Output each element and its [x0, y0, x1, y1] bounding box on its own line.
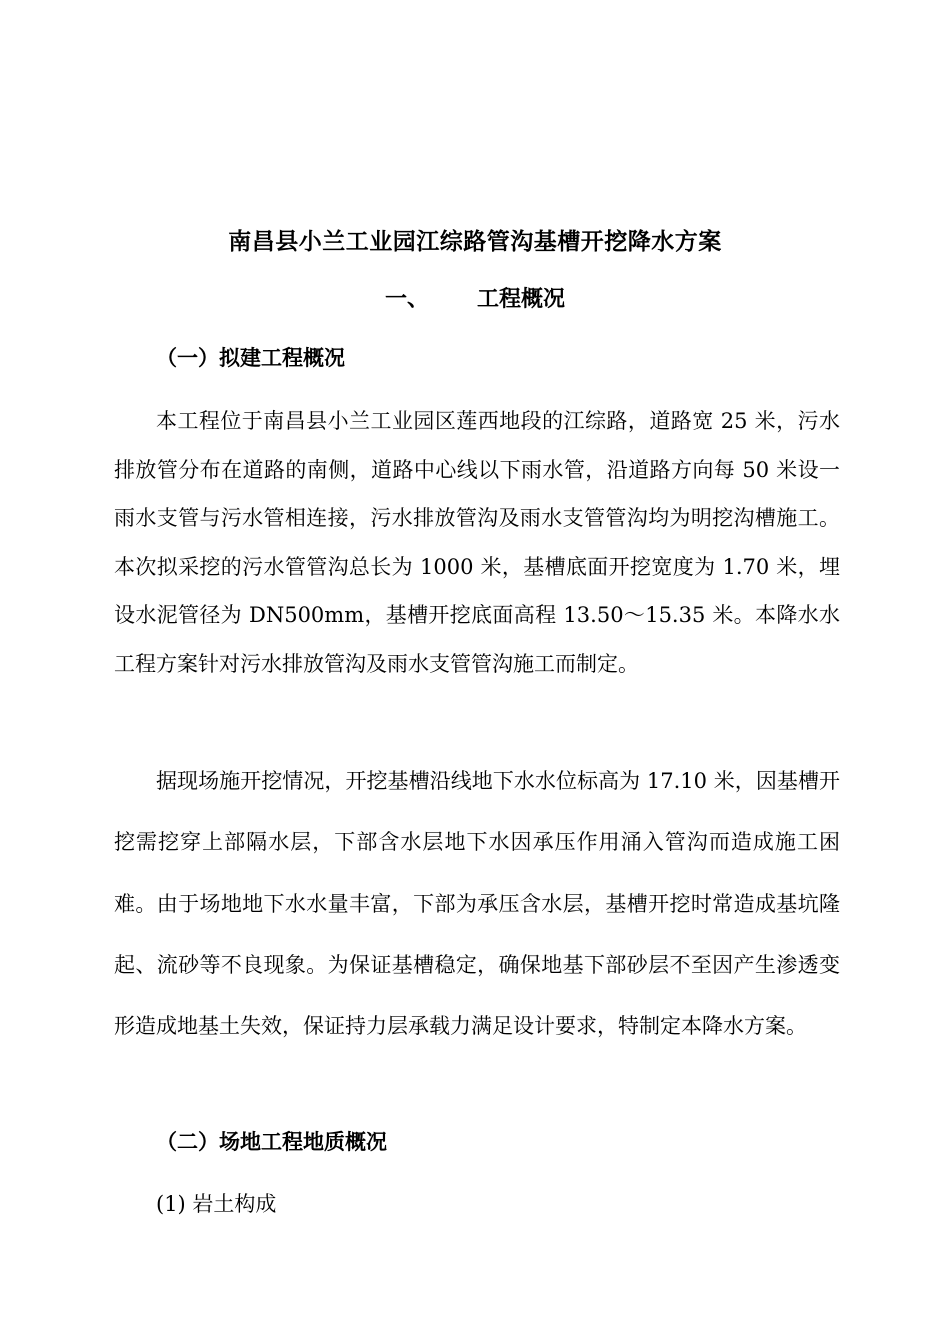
section-title: 工程概况: [477, 286, 566, 312]
document-title: 南昌县小兰工业园江综路管沟基槽开挖降水方案: [228, 228, 722, 255]
subsection-heading-2: （二）场地工程地质概况: [156, 1129, 387, 1154]
paragraph-project-overview: 本工程位于南昌县小兰工业园区莲西地段的江综路，道路宽 25 米，污水排放管分布在道路的南侧，道路中心线以下雨水管，沿道路方向每 50 米设一雨水支管与污水管相连接，污水排放管沟及雨水支管管沟均为明挖沟槽施工。本次拟采挖的污水管管沟总长为 1000 米，基槽底面开挖宽度为 1.70 米，埋设水泥管径为 DN500mm，基槽开挖底面高程 13.50～15.35 米。本降水水工程方案针对污水排放管沟及雨水支管管沟施工而制定。: [114, 409, 840, 676]
paragraph-groundwater-conditions: 据现场施开挖情况，开挖基槽沿线地下水水位标高为 17.10 米，因基槽开挖需挖穿上部隔水层，下部含水层地下水因承压作用涌入管沟而造成施工困难。由于场地地下水水量丰富，下部为承压含水层，基槽开挖时常造成基坑隆起、流砂等不良现象。为保证基槽稳定，确保地基下部砂层不至因产生渗透变形造成地基土失效，保证持力层承载力满足设计要求，特制定本降水方案。: [114, 769, 840, 1039]
section-heading: [0, 283, 950, 315]
subsection-heading-1: （一）拟建工程概况: [156, 345, 345, 370]
list-item-soil-composition: (1) 岩土构成: [156, 1192, 277, 1216]
section-number: 一、: [384, 286, 429, 312]
